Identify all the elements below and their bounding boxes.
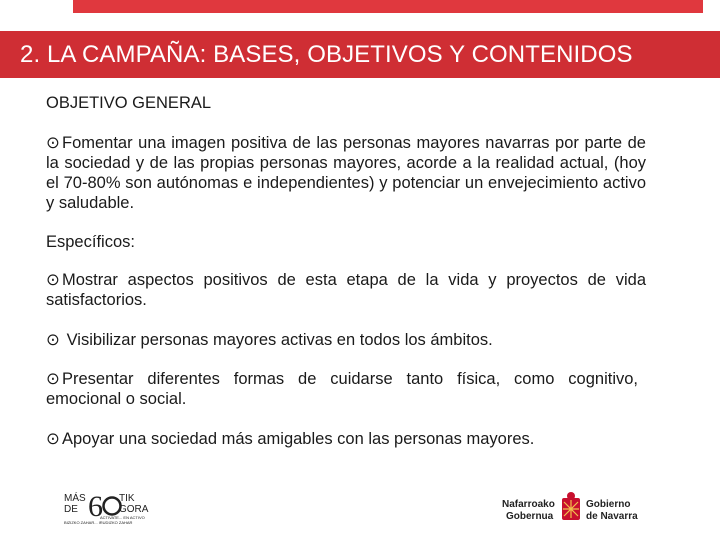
bullet-icon: ⊙ [46, 271, 60, 289]
bullet-icon: ⊙ [46, 134, 60, 152]
logo-text-de-navarra: de Navarra [586, 511, 638, 522]
bullet-text: Visibilizar personas mayores activas en todos los ámbitos. [62, 331, 493, 349]
logo-text-gora: GORA [119, 504, 149, 515]
logo-tagline-2: BIZIZKO ZAHAR... IRUDIZKO ZAHAR [64, 520, 133, 525]
general-objective-bullet [46, 133, 646, 213]
bullet-icon: ⊙ [46, 430, 60, 448]
specific-bullet-4 [46, 429, 646, 449]
logo-text-tik: TIK [119, 493, 135, 504]
specific-bullet-2 [46, 330, 646, 350]
logo-text-mas: MÁS [64, 493, 86, 504]
general-objective-heading: OBJETIVO GENERAL [46, 94, 212, 112]
bullet-text: Presentar diferentes formas de cuidarse tanto física, como cognitivo, emocional o social. [46, 370, 638, 408]
logo-digit: 6 [88, 490, 103, 523]
logo-zero-ring [104, 498, 121, 515]
logo-text-de: DE [64, 504, 78, 515]
logo-text-nafarroako: Nafarroako [502, 499, 555, 510]
bullet-text: Fomentar una imagen positiva de las personas mayores navarras por parte de la sociedad y de las propias personas mayores, acorde a la realidad actual, (hoy el 70-80% son autónomas e independientes) y potenciar un envejecimiento activo y saludable. [46, 134, 646, 212]
gobierno-de-navarra-logo [500, 490, 670, 526]
bullet-text: Apoyar una sociedad más amigables con las personas mayores. [62, 430, 535, 448]
logo-tagline-1: ACTIVATE... EN ACTIVO [100, 515, 145, 520]
logo-text-gobernua: Gobernua [506, 511, 554, 522]
title-band [0, 31, 720, 78]
mas-de-60-logo [62, 488, 154, 526]
bullet-icon: ⊙ [46, 370, 60, 388]
top-accent-bar [73, 0, 703, 13]
slide-title: 2. LA CAMPAÑA: BASES, OBJETIVOS Y CONTENIDOS [20, 40, 633, 68]
navarra-shield-icon [562, 492, 580, 520]
specific-bullet-1 [46, 270, 646, 310]
specific-objectives-heading: Específicos: [46, 233, 135, 251]
bullet-icon: ⊙ [46, 331, 60, 349]
bullet-text: Mostrar aspectos positivos de esta etapa de la vida y proyectos de vida satisfactorios. [46, 271, 646, 309]
logo-text-gobierno: Gobierno [586, 499, 631, 510]
specific-bullet-3 [46, 369, 638, 409]
